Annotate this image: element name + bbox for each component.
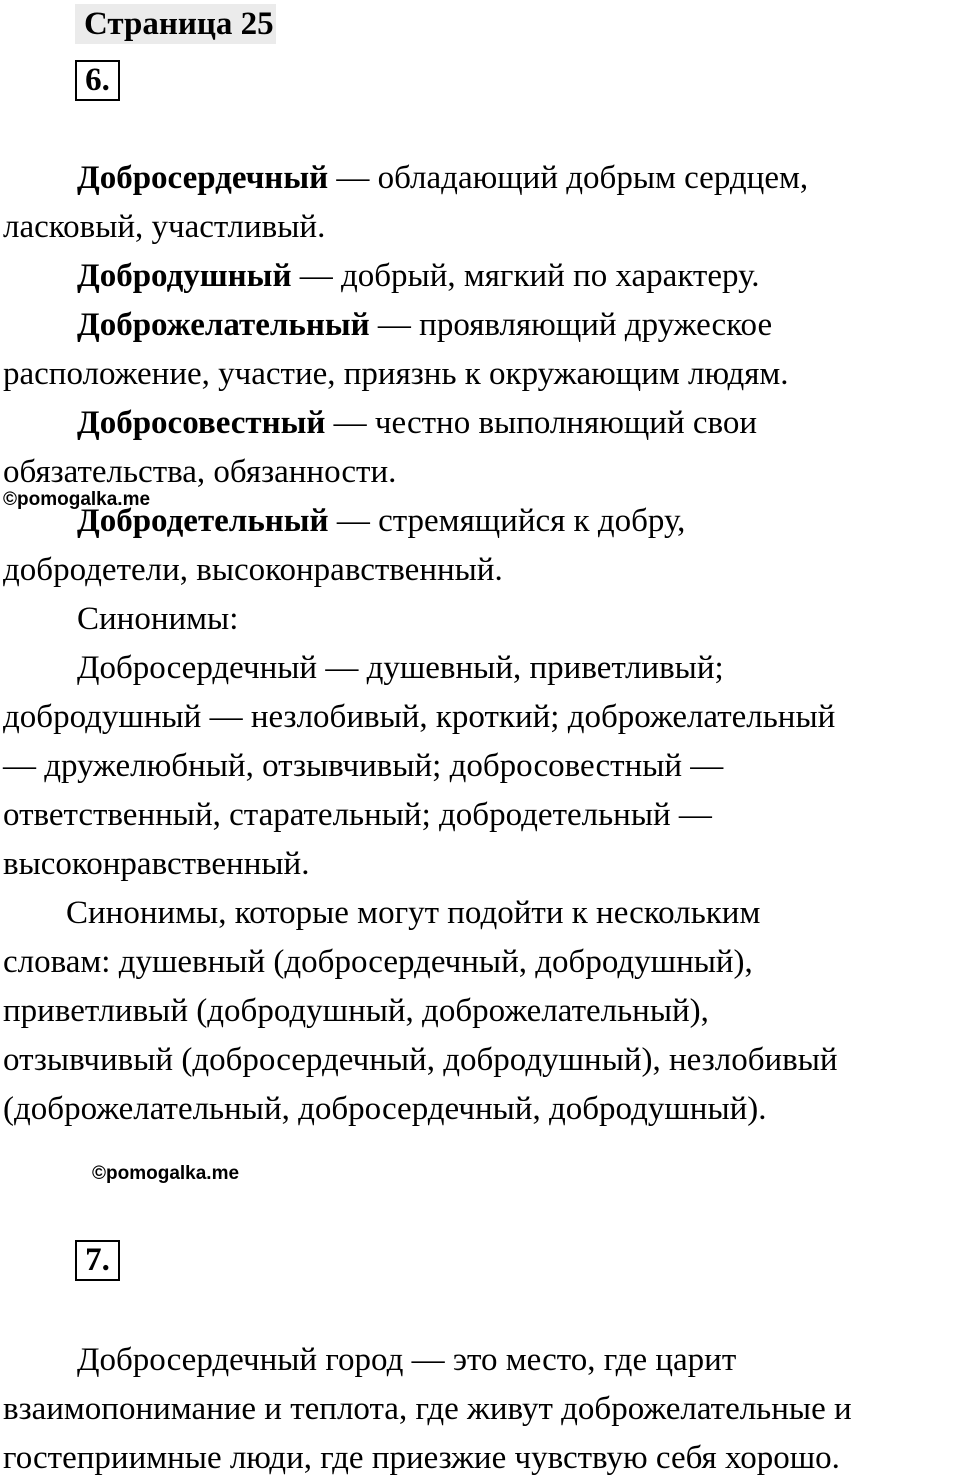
definition-line xyxy=(77,158,808,198)
task7-line: гостеприимные люди, где приезжие чувствую себя хорошо. xyxy=(3,1440,840,1476)
definition-text: — обладающий добрым сердцем, xyxy=(328,160,809,196)
definition-line xyxy=(77,501,685,541)
definition-term: Добросовестный xyxy=(77,405,326,441)
synonyms-line: добродушный — незлобивый, кроткий; доброжелательный xyxy=(3,699,836,735)
task7-line: Добросердечный город — это место, где царит xyxy=(77,1342,737,1378)
definition-text: — честно выполняющий свои xyxy=(325,405,758,441)
definition-text: — добрый, мягкий по характеру. xyxy=(291,258,760,294)
shared-synonyms-line: Синонимы, которые могут подойти к нескольким xyxy=(66,895,761,931)
definition-text: — проявляющий дружеское xyxy=(369,307,773,343)
page-title: Страница 25 xyxy=(75,4,276,44)
definition-term: Доброжелательный xyxy=(77,307,370,343)
shared-synonyms-line: приветливый (добродушный, доброжелательный), xyxy=(3,993,709,1029)
definition-line xyxy=(77,403,757,443)
synonyms-line: Добросердечный — душевный, приветливый; xyxy=(77,650,724,686)
definition-term: Добросердечный xyxy=(77,160,329,196)
task-number-6: 6. xyxy=(75,60,120,101)
task-number-7: 7. xyxy=(75,1240,120,1281)
synonyms-heading: Синонимы: xyxy=(77,601,239,637)
watermark: ©pomogalka.me xyxy=(92,1163,240,1184)
definition-line xyxy=(77,256,760,296)
shared-synonyms-line: отзывчивый (добросердечный, добродушный), незлобивый xyxy=(3,1042,838,1078)
definition-line: ласковый, участливый. xyxy=(3,209,326,245)
synonyms-line: высоконравственный. xyxy=(3,846,310,882)
definition-line: расположение, участие, приязнь к окружающим людям. xyxy=(3,356,789,392)
synonyms-line: — дружелюбный, отзывчивый; добросовестный — xyxy=(3,748,724,784)
definition-line xyxy=(77,305,772,345)
definition-text: — стремящийся к добру, xyxy=(328,503,686,539)
task7-line: взаимопонимание и теплота, где живут доброжелательные и xyxy=(3,1391,852,1427)
watermark: ©pomogalka.me xyxy=(3,489,151,510)
shared-synonyms-line: словам: душевный (добросердечный, добродушный), xyxy=(3,944,753,980)
synonyms-line: ответственный, старательный; добродетельный — xyxy=(3,797,712,833)
shared-synonyms-line: (доброжелательный, добросердечный, добродушный). xyxy=(3,1091,767,1127)
definition-term: Добродушный xyxy=(77,258,292,294)
definition-term: Добродетельный xyxy=(77,503,329,539)
definition-line: добродетели, высоконравственный. xyxy=(3,552,503,588)
definition-line: обязательства, обязанности. xyxy=(3,454,397,490)
